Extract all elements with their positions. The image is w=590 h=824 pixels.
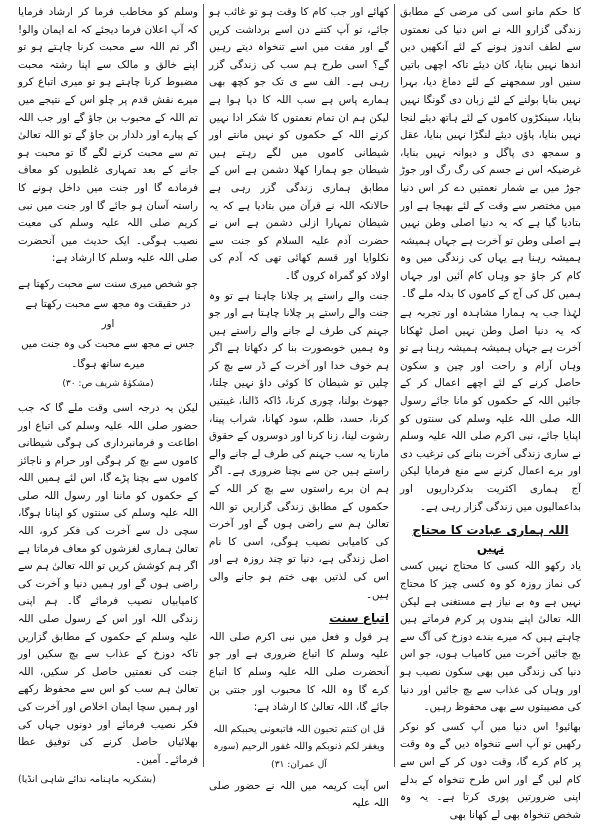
hadith-line: در حقیقت وہ مجھ سے محبت رکھتا ہے اور (25, 297, 191, 330)
paragraph: لہٰذا جب یہ ہمارا مشاہدہ اور تجربہ ہے کہ یہ دنیا اصل وطن نہیں اصل ٹھکانا آخرت ہے جہاں ہمیشہ ہمیشہ رہنا ہے تو وہاں آرام و راحت اور چین و سکون حاصل کرنے کے لئے اچھے اعمال کر کے جائیں اللہ کے حکموں کو مانا جائے رسول اللہ صلی اللہ علیہ وسلم کی سنتوں کو اپنایا جائے، نبی اکرم صلی اللہ علیہ وسلم نے ساری زندگی آخرت بنانے کی ترغیب دی اور برے اعمال کرنے سے منع فرمایا لیکن آج ہماری اکثریت بدکرداریوں اور بداعمالیوں میں زندگی گزار رہی ہے۔ (400, 307, 581, 513)
hadith-line: جو شخص میری سنت سے محبت رکھتا ہے (18, 277, 198, 290)
section-heading: اتباع سنت (329, 611, 389, 626)
quran-verse (209, 721, 389, 774)
column-left (13, 4, 204, 786)
quran-verse-reference: (سورہ آل عمران: ۳۱) (213, 741, 327, 770)
hadith-line: جس نے مجھ سے محبت کی وہ جنت میں (21, 337, 195, 350)
paragraph: کھائے اور جب کام کا وقت ہو تو غائب ہو جائے، تو آپ کتنے دن اسے برداشت کریں گے اور مفت میں اسے تنخواہ دیتے رہیں گے؟ اسی طرح ہم سب کی زندگی گزر رہی ہے۔ الف سے ی تک جو کچھ بھی ہمارے پاس ہے سب اللہ کا دیا ہوا ہے لیکن ہم ان تمام نعمتوں کا شکر ادا نہیں کرتے اللہ کے حکموں کو نہیں مانتے اور شیطانی کاموں میں لگے رہتے ہیں شیطان جو ہمارا کھلا دشمن ہے اس کے مطابق ہماری زندگی گزر رہی ہے حالانکہ اللہ نے قرآن میں بتادیا ہے کہ یہ شیطان تمہارا ازلی دشمن ہے اس نے حضرت آدم علیہ السلام کو جنت سے نکلوایا اور قسم کھائی تھی کہ آدم کی اولاد کو گمراہ کروں گا۔ (209, 6, 389, 282)
paragraph: کا حکم مانو اسی کی مرضی کے مطابق زندگی گزارو اللہ نے اس دنیا کی نعمتوں سے لطف اندوز ہونے کے لئے آنکھیں دیں اندھا نہیں بنایا، کان دیئے تاکہ اچھی باتیں سنیں اور سمجھنے کے لئے دماغ دیا، بہرا نہیں بنایا بولنے کے لئے زبان دی گونگا نہیں بنایا، سینکڑوں کاموں کے لئے ہاتھ دیئے لنجا نہیں بنایا، پاؤں دیئے لنگڑا نہیں بنایا، عقل و سمجھ دی پاگل و دیوانہ نہیں بنایا، غرضیکہ اس نے جسم کی رگ رگ اور جوڑ جوڑ میں بے شمار نعمتیں دے کر اس دنیا میں مختصر سے وقت کے لئے بھیجا ہے اور بتادیا گیا ہے کہ یہ دنیا اصلی وطن نہیں ہے اصلی وطن تو آخرت ہے جہاں ہمیشہ ہمیشہ رہنا ہے یہاں کی زندگی میں وہ کام کر جاؤ جو وہاں کام آئیں اور جہاں ہمیں کل کی آج کے کاموں کا بدلہ ملے گا۔ (400, 6, 581, 300)
section-heading: اللہ ہماری عبادت کا محتاج نہیں (412, 523, 569, 555)
paragraph: اس آیت کریمہ میں اللہ نے حضور صلی اللہ علیہ (209, 779, 389, 810)
paragraph: یاد رکھو اللہ کسی کا محتاج نہیں کسی کی نماز روزہ کو وہ کسی چیز کا محتاج نہیں ہے وہ بے نیاز ہے مستغنی ہے لیکن اللہ تعالیٰ اپنے بندوں پر کرم فرماتے ہیں چاہتے ہیں کہ میرے بندے دوزخ کی آگ سے بچ جائیں آخرت میں کامیاب ہوں، جو اس دنیا کی زندگی میں بھی سکون نصیب ہو اور وہاں کی عذاب سے بچ جائیں اور دنیا کی مصیبتوں سے بھی محفوظ رہیں۔ (400, 560, 581, 714)
column-right (395, 4, 586, 821)
hadith-reference: (مشکوٰۃ شریف ص: ۳۰) (62, 378, 154, 389)
paragraph: ہر قول و فعل میں نبی اکرم صلی اللہ علیہ وسلم کا اتباع ضروری ہے اور جو آنحضرت صلی اللہ علیہ وسلم کا اتباع کرے گا وہ اللہ کا محبوب اور جنتی بن جائے گا، اللہ تعالیٰ کا ارشاد ہے: (209, 630, 389, 714)
hadith-line: میرے ساتھ ہوگا۔ (71, 357, 145, 370)
quran-verse-text: قل ان کنتم تحبون اللہ فاتبعونی یحببکم اللہ ویغفر لکم ذنوبکم واللہ غفور الرحیم (213, 723, 385, 752)
paragraph: لیکن یہ درجہ اسی وقت ملے گا کہ جب حضور صلی اللہ علیہ وسلم کی اتباع اور اطاعت و فرمانبرداری کی ہوگی شیطانی کاموں سے بچ کر ہوگی اور حرام و ناجائز کاموں سے بچنا پڑے گا، اس لئے ہمیں اللہ کے حکموں کو ماننا اور رسول اللہ صلی اللہ علیہ وسلم کی سنتوں کو اپنانا ہوگا، سچی دل سے آخرت کی فکر کرو، اللہ تعالیٰ ہماری لغزشوں کو معاف فرماتا ہے اگر ہم کوشش کریں تو اللہ تعالیٰ ہم سے راضی ہوں گے اور ہمیں دنیا و آخرت کی کامیابیاں نصیب فرمائے گا۔ ہم اپنی زندگی اللہ اور اس کے رسول صلی اللہ علیہ وسلم کے حکموں کے مطابق گزاریں تاکہ دوزخ کے عذاب سے بچ سکیں اور جنت کی نعمتیں حاصل کر سکیں، اللہ تعالیٰ ہم سب کو اس سے محفوظ رکھے اور ہمیں سچا ایمان اخلاص اور آخرت کی فکر نصیب فرمائے اور دونوں جہاں کی بھلائیاں حاصل کرنے کی توفیق عطا فرمائے۔ آمین۔ (18, 401, 198, 766)
column-middle (204, 4, 395, 810)
paragraph: جنت والے راستے پر چلانا چاہتا ہے تو وہ جنت والے راستے پر چلانا چاہتا ہے اور جو جہنم کی طرف لے جانے والے راستے ہیں وہ ہمیں خوبصورت بنا کر دکھاتا ہے اگر ہم خوف خدا اور آخرت کے ڈر سے بچ کر چلیں تو شیطان کا کوئی داؤ نہیں چلتا، جھوٹ بولنا، چوری کرنا، ڈاکہ ڈالنا، غیبتیں کرنا، حسد، ظلم، سود کھانا، شراب پینا، رشوت لینا، زنا کرنا اور دوسروں کے حقوق مارنا یہ سب جہنم کی طرف لے جانے والے راستے ہیں جن سے بچنا ضروری ہے۔ اگر ہم ان برے راستوں سے بچ کر اللہ کے حکموں کے مطابق زندگی گزاریں تو اللہ تعالیٰ ہم سے راضی ہوں گے اور آخرت کی کامیابی نصیب ہوگی، اسی کا نام اصل زندگی ہے، دنیا تو چند روزہ ہے اور اس کی لذتیں بھی ختم ہو جانے والی ہیں۔ (209, 289, 389, 601)
paragraph: وسلم کو مخاطب فرما کر ارشاد فرمایا کہ آپ اعلان فرما دیجئے کہ اے ایمان والو! اگر تم اللہ سے محبت کرنا چاہتے ہو تو اپنے خالق و مالک سے اپنا رشتہ محبت مضبوط کرنا چاہتے ہو تو میری اتباع کرو میرے نقش قدم پر چلو اس کے نتیجے میں تم اللہ کے محبوب بن جاؤ گے اور جب اللہ کے پیارے اور دلدار بن جاؤ گے تو اللہ تعالیٰ تم سے محبت کرنے لگے گا تو محبت ہو جانے کے بعد تمہاری غلطیوں کو معاف فرمادے گا اور جنت میں داخل ہونے کا راستہ آسان ہو جائے گا اور جنت میں نبی کریم صلی اللہ علیہ وسلم کی معیت نصیب ہوگی۔ ایک حدیث میں آنحضرت صلی اللہ علیہ وسلم کا ارشاد ہے: (18, 6, 198, 265)
source-credit: (بشکریہ ماہنامہ ندائے شاہی انڈیا) (18, 774, 156, 786)
hadith-quote (18, 274, 198, 394)
paragraph: بھائیو! اس دنیا میں آپ کسی کو نوکر رکھیں تو آپ اسے تنخواہ دیں گے وہ وقت پر کام کرے گا، وقت دوں کر کے اس سے کام لیں گے اور اس طرح تنخواہ کے بدلے اپنی ضرورتیں پوری کرتا ہے۔ یہ وہ شخص تنخواہ بھی لے کھانا بھی (400, 720, 581, 821)
